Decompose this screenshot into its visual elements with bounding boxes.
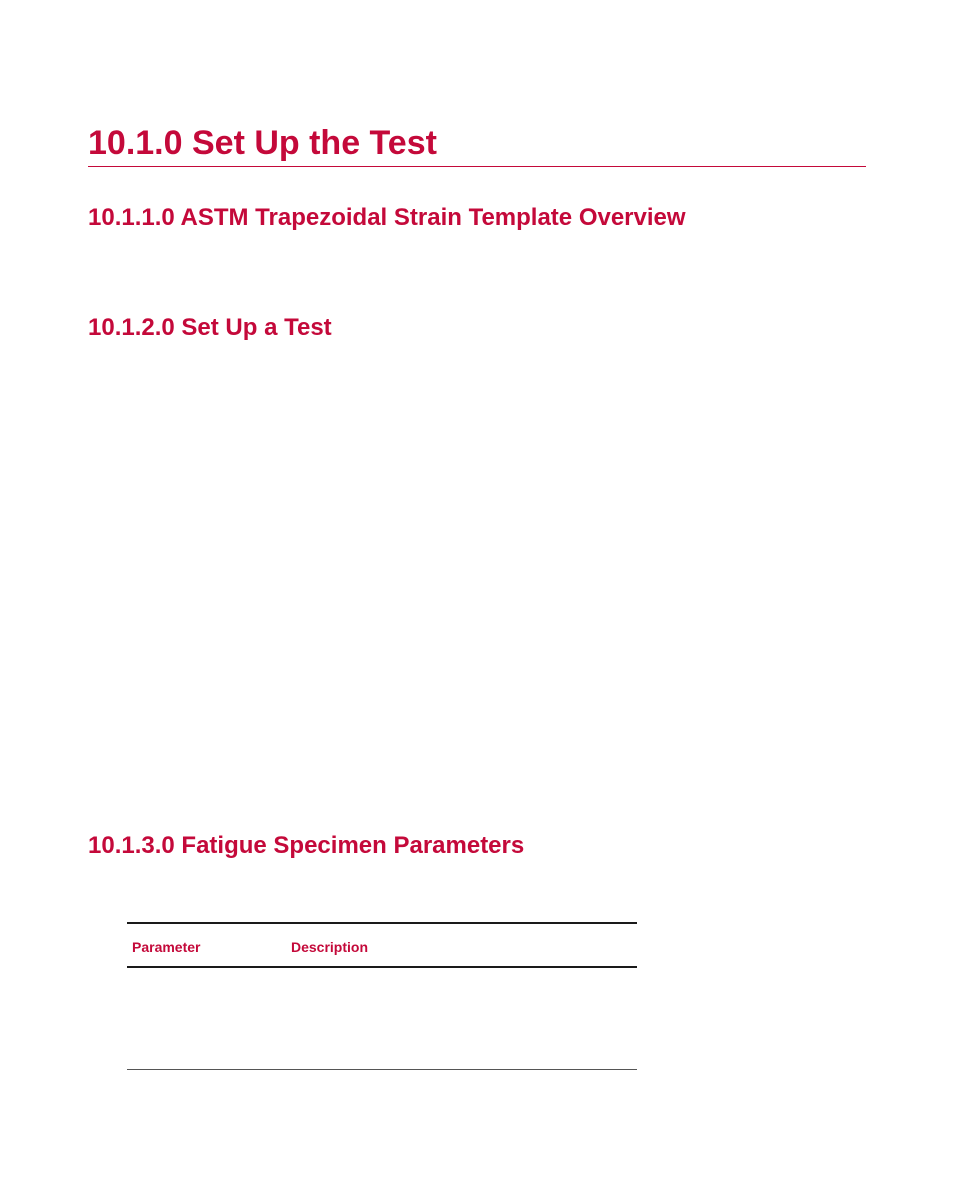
column-header-parameter: Parameter bbox=[132, 939, 201, 955]
section-heading-overview: 10.1.1.0 ASTM Trapezoidal Strain Template Overview bbox=[88, 204, 686, 231]
title-underline bbox=[88, 166, 866, 167]
column-header-description: Description bbox=[291, 939, 369, 955]
table-header-row bbox=[127, 924, 637, 966]
section-heading-fatigue-parameters: 10.1.3.0 Fatigue Specimen Parameters bbox=[88, 832, 525, 859]
table-bottom-rule bbox=[127, 1069, 637, 1070]
section-heading-setup: 10.1.2.0 Set Up a Test bbox=[88, 314, 332, 341]
table-body bbox=[127, 968, 637, 1069]
parameters-table bbox=[127, 922, 637, 1070]
page-title: 10.1.0 Set Up the Test bbox=[88, 124, 437, 162]
